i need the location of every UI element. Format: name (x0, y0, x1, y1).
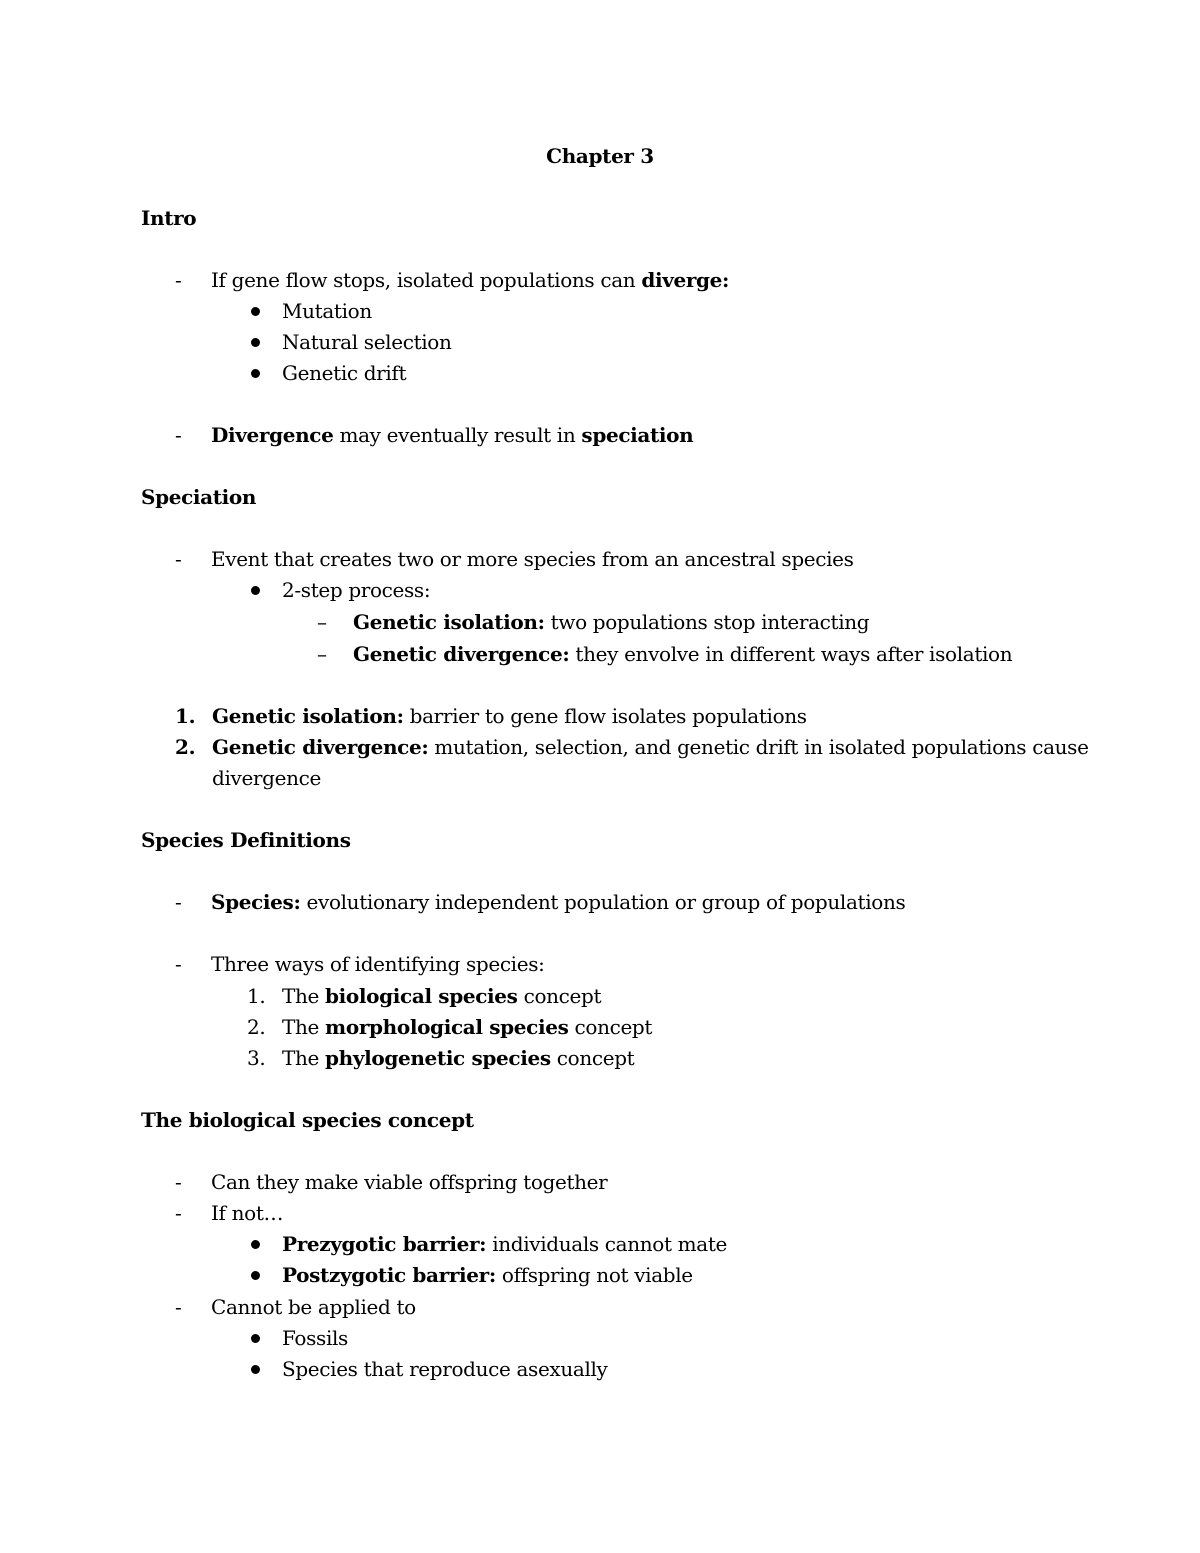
text: barrier to gene flow isolates populations (403, 704, 807, 728)
text: The (282, 1015, 326, 1039)
numbered-item-text (212, 701, 807, 732)
dash-marker: - (175, 423, 182, 447)
dash-marker: - (175, 1170, 182, 1194)
text: concept (550, 1046, 635, 1070)
numbered-item-text (282, 1012, 652, 1043)
list-item-text: Event that creates two or more species from an ancestral species (211, 547, 854, 571)
bold-term: Divergence (211, 423, 334, 447)
text: evolutionary independent population or group of populations (300, 890, 906, 914)
dash-marker: - (175, 1201, 182, 1225)
sub-list-item-text (353, 639, 1012, 670)
dash-marker: - (175, 890, 182, 914)
list-item-text (211, 887, 905, 918)
list-item-text (211, 420, 693, 451)
dash-marker: - (175, 952, 182, 976)
list-item-text (211, 265, 729, 296)
numbered-item-text (212, 732, 1089, 763)
list-item-text: Cannot be applied to (211, 1295, 416, 1319)
bold-term: phylogenetic species (325, 1046, 551, 1070)
number-marker: 2. (175, 735, 196, 759)
text: concept (517, 984, 602, 1008)
bold-term: morphological species (325, 1015, 569, 1039)
text: divergence (212, 766, 321, 790)
bullet-text: Fossils (282, 1326, 348, 1350)
bullet-icon (251, 369, 260, 378)
sub-list-item-text (353, 607, 869, 638)
section-heading-intro: Intro (141, 206, 197, 230)
bullet-icon (251, 307, 260, 316)
dash-marker: – (317, 610, 327, 634)
text: may eventually result in (333, 423, 582, 447)
bold-term: Genetic isolation: (353, 610, 545, 634)
bullet-icon (251, 338, 260, 347)
number-marker: 2. (247, 1015, 266, 1039)
number-marker: 3. (247, 1046, 266, 1070)
section-heading-biological-species-concept: The biological species concept (141, 1108, 474, 1132)
bullet-text: Species that reproduce asexually (282, 1357, 608, 1381)
bold-term: Genetic divergence: (212, 735, 429, 759)
dash-marker: - (175, 1295, 182, 1319)
dash-marker: - (175, 547, 182, 571)
bold-term: speciation (581, 423, 694, 447)
text: they envolve in different ways after isolation (569, 642, 1013, 666)
numbered-item-text (282, 1043, 634, 1074)
text: If gene flow stops, isolated populations can (211, 268, 642, 292)
text: offspring not viable (495, 1263, 693, 1287)
bold-term: Genetic isolation: (212, 704, 404, 728)
bullet-text: Genetic drift (282, 361, 407, 385)
numbered-item-text (282, 981, 601, 1012)
section-heading-speciation: Speciation (141, 485, 257, 509)
text: The (282, 1046, 326, 1070)
bullet-text: 2-step process: (282, 578, 431, 602)
list-item-text: Three ways of identifying species: (211, 952, 545, 976)
bullet-icon (251, 1365, 260, 1374)
bold-term: Genetic divergence: (353, 642, 570, 666)
number-marker: 1. (175, 704, 196, 728)
page-title: Chapter 3 (546, 144, 654, 168)
text: The (282, 984, 326, 1008)
bullet-text (282, 1229, 727, 1260)
text: mutation, selection, and genetic drift in isolated populations cause (428, 735, 1089, 759)
bullet-icon (251, 1271, 260, 1280)
bold-term: Prezygotic barrier: (282, 1232, 487, 1256)
bullet-text (282, 1260, 693, 1291)
section-heading-species-definitions: Species Definitions (141, 828, 351, 852)
bullet-icon (251, 1240, 260, 1249)
bullet-text: Natural selection (282, 330, 452, 354)
bold-term: Postzygotic barrier: (282, 1263, 496, 1287)
bold-term: diverge: (641, 268, 730, 292)
bullet-text: Mutation (282, 299, 372, 323)
dash-marker: – (317, 642, 327, 666)
dash-marker: - (175, 268, 182, 292)
bullet-icon (251, 1334, 260, 1343)
list-item-text: If not… (211, 1201, 284, 1225)
text: individuals cannot mate (486, 1232, 728, 1256)
text: two populations stop interacting (544, 610, 870, 634)
bold-term: Species: (211, 890, 301, 914)
list-item-text: Can they make viable offspring together (211, 1170, 608, 1194)
number-marker: 1. (247, 984, 266, 1008)
bold-term: biological species (325, 984, 518, 1008)
bullet-icon (251, 586, 260, 595)
text: concept (568, 1015, 653, 1039)
